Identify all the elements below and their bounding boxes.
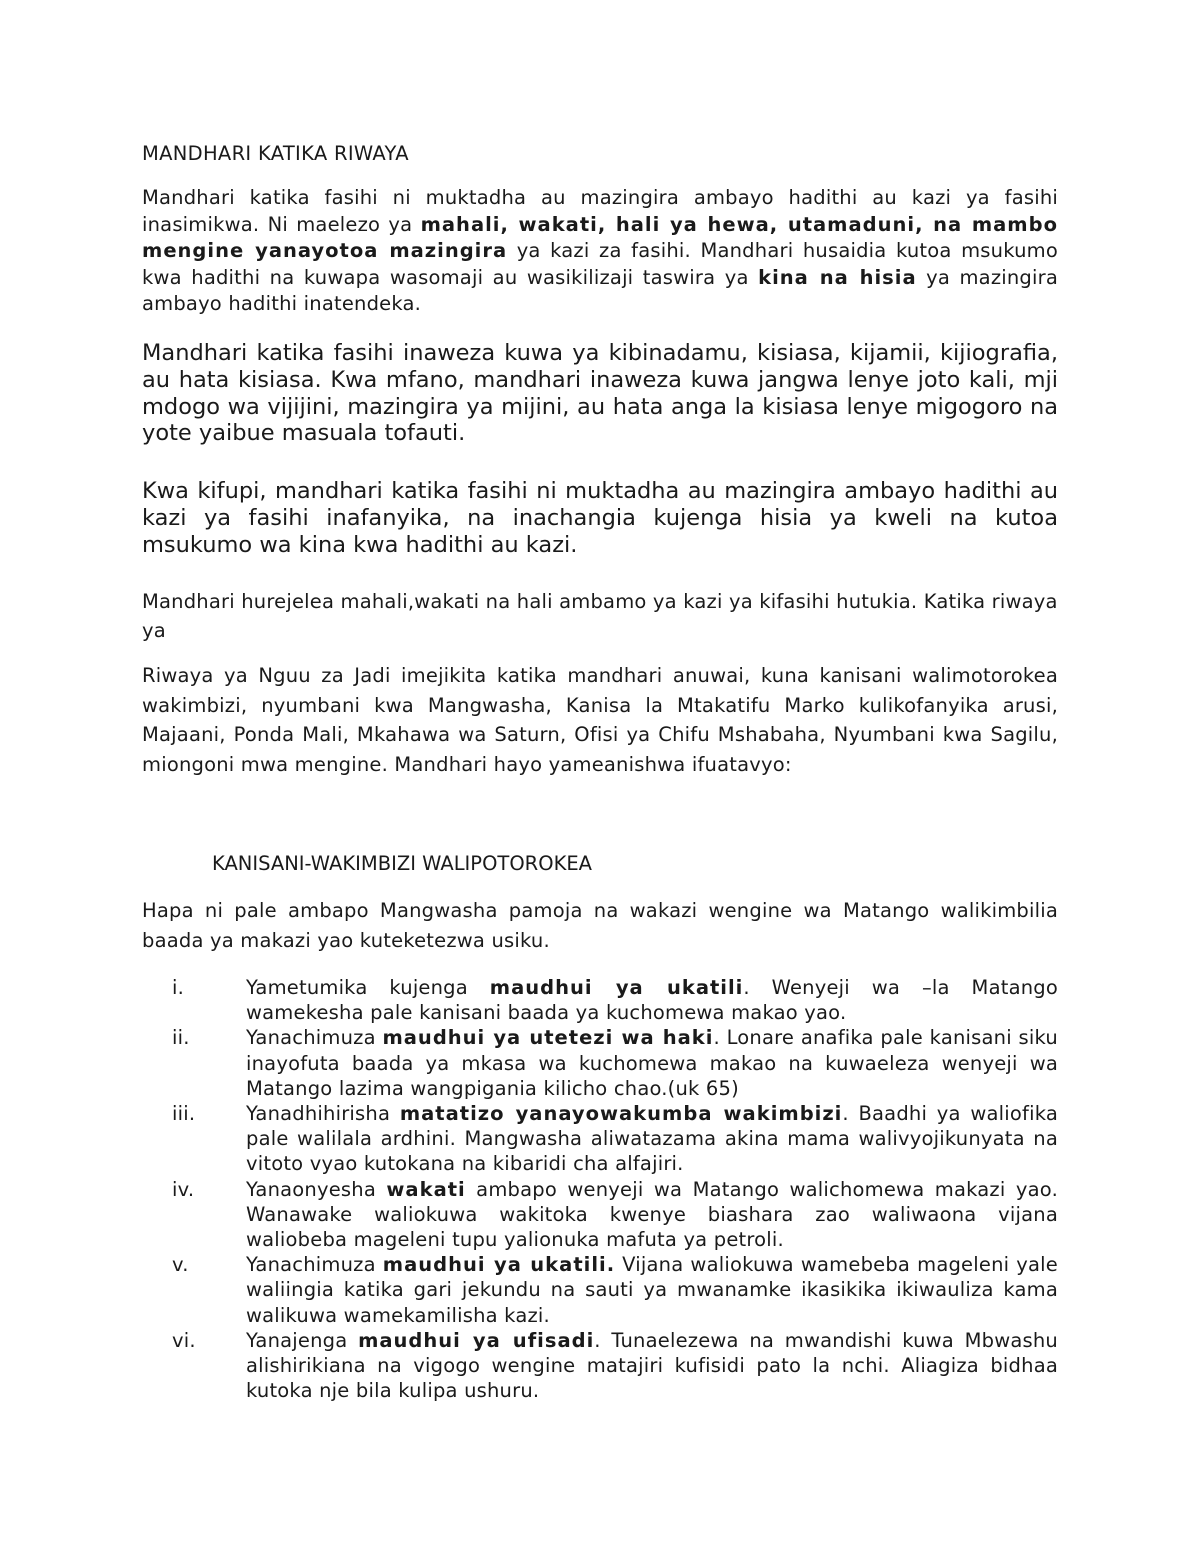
list-text: Vijana waliokuwa wamebeba mageleni yale waliingia katika gari jekundu na sauti ya mwanamke ikasikika ikiwauliza kama walikuwa wamekamilisha kazi. xyxy=(246,1253,1058,1327)
intro-bold-2: kina na hisia xyxy=(758,265,917,289)
list-item xyxy=(142,1328,1058,1404)
list-text: . Baadhi ya waliofika pale walilala ardhini. Mangwasha aliwatazama akina mama walivyojikunyata na vitoto vyao kutokana na kibaridi cha alfajiri. xyxy=(246,1102,1058,1176)
list-text: . Wenyeji wa –la Matango wamekesha pale kanisani baada ya kuchomewa makao yao. xyxy=(246,976,1058,1025)
list-text: . Lonare anafika pale kanisani siku inayofuta baada ya mkasa wa kuchomewa makao na kuwaeleza wenyeji wa Matango lazima wangpigania kilicho chao.(uk 65) xyxy=(246,1026,1058,1100)
list-text: Yametumika kujenga xyxy=(246,976,490,999)
list-item xyxy=(142,1101,1058,1177)
list-text: Yanaonyesha xyxy=(246,1177,387,1201)
list-bold: maudhui ya ukatili xyxy=(489,976,744,999)
list-bold: maudhui ya ufisadi xyxy=(358,1328,595,1352)
novel-settings-paragraph: Riwaya ya Nguu za Jadi imejikita katika mandhari anuwai, kuna kanisani walimotorokea wakimbizi, nyumbani kwa Mangwasha, Kanisa la Mtakatifu Marko kulikofanyika arusi, Majaani, Ponda Mali, Mkahawa wa Saturn, Ofisi ya Chifu Mshabaha, Nyumbani kwa Sagilu, miongoni mwa mengine. Mandhari hayo yameanishwa ifuatavyo: xyxy=(142,664,1058,776)
section-heading: KANISANI-WAKIMBIZI WALIPOTOROKEA xyxy=(212,852,593,875)
list-number: iii. xyxy=(172,1102,196,1126)
list-item xyxy=(142,1177,1058,1253)
list-text: . Tunaelezewa na mwandishi kuwa Mbwashu alishirikiana na vigogo wengine matajiri kufisidi pato la nchi. Aliagiza bidhaa kutoka nje bila kulipa ushuru. xyxy=(246,1328,1058,1403)
list-number: iv. xyxy=(172,1177,195,1201)
intro-bold-1: mahali, wakati, hali ya hewa, utamaduni, na mambo mengine yanayotoa mazingira xyxy=(142,212,1058,262)
intro-text-3: ya mazingira ambayo hadithi inatendeka. xyxy=(142,265,1058,315)
document-title: MANDHARI KATIKA RIWAYA xyxy=(142,142,409,165)
list-bold: maudhui ya ukatili. xyxy=(382,1253,616,1277)
list-number: vi. xyxy=(172,1328,196,1352)
definition-paragraph: Mandhari hurejelea mahali,wakati na hali ambamo ya kazi ya kifasihi hutukia. Katika riwaya ya xyxy=(142,590,1058,642)
list-text: Yanachimuza xyxy=(246,1253,383,1277)
settings-types-paragraph: Mandhari katika fasihi inaweza kuwa ya kibinadamu, kisiasa, kijamii, kijiografia, au hata kisiasa. Kwa mfano, mandhari inaweza kuwa jangwa lenye joto kali, mji mdogo wa vijijini, mazingira ya mijini, au hata anga la kisiasa lenye migogoro na yote yaibue masuala tofauti. xyxy=(142,340,1058,447)
summary-paragraph: Kwa kifupi, mandhari katika fasihi ni muktadha au mazingira ambayo hadithi au kazi ya fasihi inafanyika, na inachangia kujenga hisia ya kweli na kutoa msukumo wa kina kwa hadithi au kazi. xyxy=(142,478,1058,558)
list-bold: wakati xyxy=(386,1177,466,1201)
list-item xyxy=(142,1025,1058,1101)
list-bold: maudhui ya utetezi wa haki xyxy=(382,1026,714,1050)
list-text: Yanadhihirisha xyxy=(246,1102,400,1126)
list-text: ambapo wenyeji wa Matango walichomewa makazi yao. Wanawake waliokuwa wakitoka kwenye biashara zao waliwaona vijana waliobeba mageleni tupu yalionuka mafuta ya petroli. xyxy=(246,1177,1058,1252)
list-number: i. xyxy=(172,976,185,999)
list-text: Yanachimuza xyxy=(246,1026,383,1050)
list-item xyxy=(142,1252,1058,1328)
intro-text-1: Mandhari katika fasihi ni muktadha au mazingira ambayo hadithi au kazi ya fasihi inasimikwa. Ni maelezo ya xyxy=(142,186,1058,236)
list-text: Yanajenga xyxy=(246,1328,359,1352)
points-list xyxy=(142,975,1058,1403)
list-item xyxy=(142,975,1058,1025)
list-bold: matatizo yanayowakumba wakimbizi xyxy=(399,1102,843,1126)
list-number: v. xyxy=(172,1253,189,1277)
list-number: ii. xyxy=(172,1026,190,1050)
section-intro-paragraph: Hapa ni pale ambapo Mangwasha pamoja na wakazi wengine wa Matango walikimbilia baada ya makazi yao kuteketezwa usiku. xyxy=(142,899,1058,952)
intro-paragraph xyxy=(142,185,1058,318)
intro-text-2: ya kazi za fasihi. Mandhari husaidia kutoa msukumo kwa hadithi na kuwapa wasomaji au wasikilizaji taswira ya xyxy=(142,239,1058,289)
